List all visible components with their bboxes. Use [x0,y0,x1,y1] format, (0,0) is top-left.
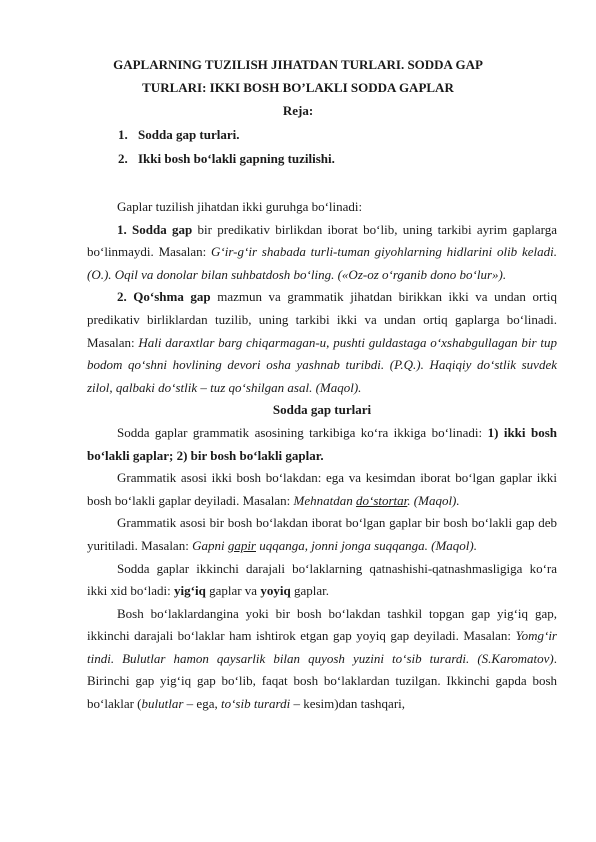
section-heading: Sodda gap turlari [272,402,372,418]
underlined-word: gapir [227,537,256,553]
paragraph-text: Bosh bo‘laklardangina yoki bir bosh bo‘lakdan tashkil topgan gap yig‘iq gap, ikkinchi darajali bo‘laklar ham ishtirok etgan gap yoyiq gap deyiladi. Masalan: [87,605,557,644]
plan-item-number: 2. [118,151,128,166]
plan-item [118,124,240,147]
underlined-word: do‘stortar [355,492,408,508]
plan-item-number: 1. [118,127,128,142]
example-part: uqqanga, jonni jonga suqqanga. (Maqol). [255,537,477,553]
example-italic [294,493,460,508]
document-title-line1: GAPLARNING TUZILISH JIHATDAN TURLARI. SODDA GAP [113,57,483,72]
paragraph [87,512,557,557]
example-italic: Yomg‘ir tindi. Bulutlar hamon qaysarlik bilan quyosh yuzini to‘sib turardi. (S.Karomatov) [87,628,557,666]
example-italic: Hali daraxtlar barg chiqarmagan-u, pushti guldastaga o‘xshabgullagan bir tup bodom qo‘shni hovlining devori osha yashnab turibdi. (P.Q.). Haqiqiy do‘stlik suvdek zilol, qalbaki do‘stlik – tuz qo‘shilgan asal. (Maqol). [87,334,557,395]
example-italic: to‘sib turardi [220,696,291,712]
body-text [87,196,557,716]
example-part: Mehnatdan [293,492,356,508]
paragraph-text: Sodda gaplar grammatik asosining tarkibiga ko‘ra ikkiga bo‘linadi: [117,424,488,440]
paragraph-text: Grammatik asosi bir bosh bo‘lakdan iborat bo‘lgan gaplar bir bosh bo‘lakli gap deb yuritiladi. Masalan: [87,515,557,553]
example-italic [192,538,477,553]
example-part: Gapni [192,537,228,553]
example-italic: bulutlar [141,696,184,712]
plan-item-text: Ikki bosh bo‘lakli gapning tuzilishi. [138,151,335,166]
paragraph [87,603,557,716]
example-italic: G‘ir-g‘ir shabada turli-tuman giyohlarning hidlarini olib keladi. (O.). Oqil va donolar bilan suhbatdosh bo‘ling. («Oz-oz o‘rganib dono bo‘lur»). [87,244,557,282]
paragraph [87,219,557,287]
paragraph [87,422,557,467]
plan-item-text: Sodda gap turlari. [138,127,240,142]
paragraph-text: gaplar. [290,583,329,599]
term-bold: 2. Qo‘shma gap [117,289,211,305]
term-bold: yig‘iq [174,583,206,599]
term-bold: 1) ikki bosh bo‘lakli gaplar; 2) bir bosh bo‘lakli gaplar. [87,424,557,463]
paragraph [87,286,557,399]
paragraph-text: – ega, [183,696,221,712]
term-bold: 1. Sodda gap [117,221,193,237]
plan-item [118,148,335,171]
term-bold: yoyiq [260,583,291,599]
paragraph-text: Gaplar tuzilish jihatdan ikki guruhga bo‘linadi: [117,199,363,214]
paragraph-text: bir predikativ birlikdan iborat bo‘lib, uning tarkibi ayrim gaplarga bo‘linmaydi. Masalan: [87,221,558,260]
document-title-line2: TURLARI: IKKI BOSH BO’LAKLI SODDA GAPLAR [142,80,454,95]
paragraph-text: . Birinchi gap yig‘iq gap bo‘lib, faqat bosh bo‘laklardan tuzilgan. Ikkinchi gapda bosh bo‘laklar ( [87,650,557,712]
paragraph-text: Sodda gaplar ikkinchi darajali bo‘laklarning qatnashishi-qatnashmasligiga ko‘ra ikki xid bo‘ladi: [87,560,557,599]
paragraph [87,558,557,603]
example-part: . (Maqol). [407,492,460,508]
paragraph-text: Grammatik asosi ikki bosh bo‘lakdan: ega va kesimdan iborat bo‘lgan gaplar ikki bosh bo‘lakli gaplar deyiladi. Masalan: [87,470,557,508]
paragraph-text: – kesim)dan tashqari, [290,696,406,712]
paragraph-text: mazmun va grammatik jihatdan birikkan ikki va undan ortiq predikativ birliklardan tuzilib, uning tarkibi ikki va undan ortiq gaplarga bo‘linadi. Masalan: [87,289,557,350]
paragraph [87,196,557,219]
paragraph [87,467,557,512]
paragraph-text: gaplar va [205,583,261,599]
plan-heading: Reja: [282,103,314,118]
